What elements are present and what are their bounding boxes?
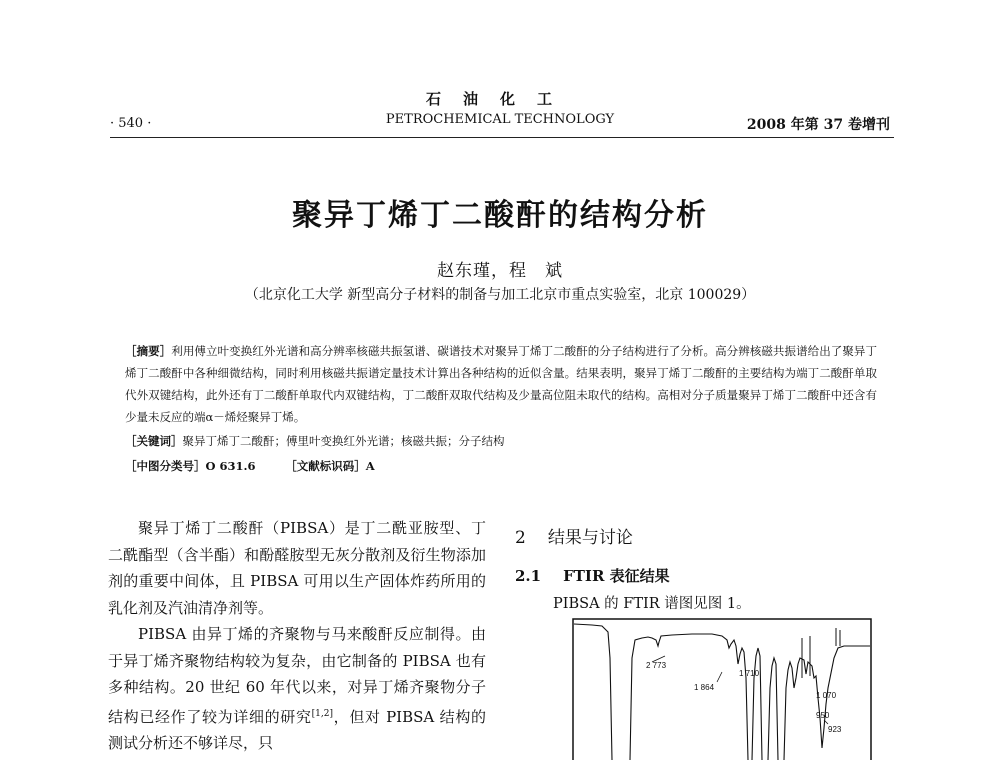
peak-label-1070: 1 070 xyxy=(816,691,837,700)
ftir-spectrum-figure xyxy=(572,618,872,760)
peak-label-1710: 1 710 xyxy=(739,669,760,678)
affiliation: （北京化工大学 新型高分子材料的制备与加工北京市重点实验室，北京 100029） xyxy=(244,287,756,303)
subsection-number: 2.1 xyxy=(515,567,542,585)
subsection-heading xyxy=(515,565,670,586)
doc-code-label: ［文献标识码］ xyxy=(285,459,366,473)
body-p2-start: PIBSA 由异丁烯的齐聚物与马来酸酐反应制得。由于异丁烯齐聚物结构较为复杂，由它制备的 PIBSA 也有多种结构。20 世纪 60 年代以来，对异丁烯齐聚物分子结构已经作了较为详细的研究 xyxy=(108,625,486,726)
page-number: · 540 · xyxy=(110,116,152,131)
peak-label-923: 923 xyxy=(828,725,842,734)
citation: [1,2] xyxy=(311,708,333,719)
peak-label-1864: 1 864 xyxy=(694,683,715,692)
keywords-text: 聚异丁烯丁二酸酐；傅里叶变换红外光谱；核磁共振；分子结构 xyxy=(182,434,505,448)
figure-reference-text: PIBSA 的 FTIR 谱图见图 1。 xyxy=(553,596,751,612)
issue-info: 2008 年第 37 卷增刊 xyxy=(746,117,890,133)
clc-value: O 631.6 xyxy=(205,459,256,473)
body-p2-end: ，但对 PIBSA 结构的测试分析还不够详尽，只 xyxy=(108,707,486,752)
journal-title-en: PETROCHEMICAL TECHNOLOGY xyxy=(385,112,615,127)
subsection-title: FTIR 表征结果 xyxy=(563,567,670,585)
body-paragraph-2 xyxy=(108,621,486,757)
keywords-label: ［关键词］ xyxy=(125,434,183,448)
abstract xyxy=(125,340,877,428)
authors: 赵东瑾，程 斌 xyxy=(437,261,563,281)
keywords xyxy=(125,433,877,449)
peak-label-2773: 2 773 xyxy=(646,661,667,670)
classification xyxy=(125,458,401,474)
peak-label-950: 950 xyxy=(816,711,830,720)
body-paragraph-1: 聚异丁烯丁二酸酐（PIBSA）是丁二酰亚胺型、丁二酰酯型（含半酯）和酚醛胺型无灰分散剂及衍生物添加剂的重要中间体，且 PIBSA 可用以生产固体炸药所用的乳化剂及汽油清净剂等。 xyxy=(108,519,486,617)
article-title: 聚异丁烯丁二酸酐的结构分析 xyxy=(292,198,708,233)
header-rule xyxy=(110,137,894,138)
section-heading xyxy=(515,523,633,548)
section-number: 2 xyxy=(515,528,526,548)
clc-label: ［中图分类号］ xyxy=(125,459,206,473)
abstract-text: 利用傅立叶变换红外光谱和高分辨率核磁共振氢谱、碳谱技术对聚异丁烯丁二酸酐的分子结构进行了分析。高分辨核磁共振谱给出了聚异丁烯丁二酸酐中各种细微结构，同时利用核磁共振谱定量技术计算出各种结构的近似含量。结果表明，聚异丁烯丁二酸酐的主要结构为端丁二酸酐单取代外双键结构，此外还有丁二酸酐单取代内双键结构，丁二酸酐双取代结构及少量高位阻未取代的结构。高相对分子质量聚异丁烯丁二酸酐中还含有少量未反应的端α－烯烃聚异丁烯。 xyxy=(125,344,877,424)
journal-title-cn: 石油化工 xyxy=(425,90,574,108)
spectrum-frame xyxy=(573,619,871,760)
body-left-column xyxy=(108,515,486,757)
abstract-label: ［摘要］ xyxy=(125,344,172,358)
section-title: 结果与讨论 xyxy=(547,528,633,548)
doc-code-value: A xyxy=(365,459,375,473)
